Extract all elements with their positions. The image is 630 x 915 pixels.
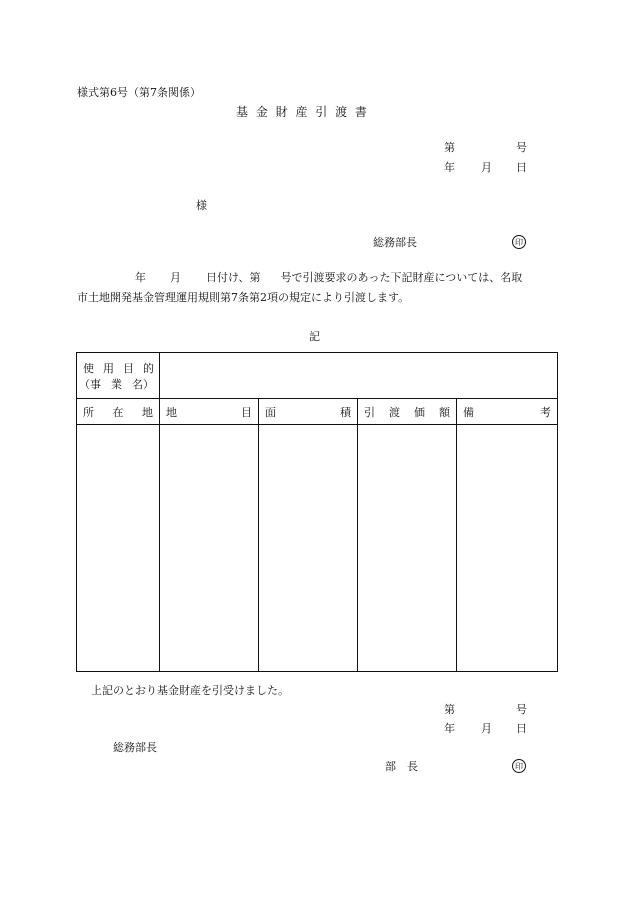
body-year: 年 [135, 271, 146, 284]
header-char: 地 [166, 405, 177, 419]
body-month: 月 [170, 271, 181, 284]
body-line1-tail: 号で引渡要求のあった下記財産については、名取 [280, 271, 523, 284]
header-land-category [160, 399, 259, 425]
ki-heading: 記 [309, 330, 320, 343]
seal-icon: 印 [512, 235, 526, 249]
sender-title: 総務部長 [373, 236, 417, 249]
location-cell[interactable] [77, 425, 160, 672]
receipt-number-prefix: 第 [444, 703, 455, 716]
remarks-cell[interactable] [457, 425, 558, 672]
purpose-label-char: 目 [123, 362, 134, 375]
purpose-label-char: 名） [132, 378, 154, 391]
receipt-month: 月 [481, 722, 492, 735]
issue-year: 年 [444, 161, 455, 174]
header-location [77, 399, 160, 425]
body-date-ref: 日付け、第 [206, 271, 261, 284]
header-char: 額 [439, 405, 450, 419]
purpose-label-char: 用 [103, 362, 114, 375]
header-transfer-price [358, 399, 457, 425]
header-remarks [457, 399, 558, 425]
purpose-label-cell [77, 353, 160, 399]
issue-month: 月 [481, 161, 492, 174]
issue-day: 日 [516, 161, 527, 174]
purpose-value-cell[interactable] [160, 353, 558, 399]
purpose-label-char: 使 [83, 362, 94, 375]
header-char: 面 [265, 405, 276, 419]
receipt-year: 年 [444, 722, 455, 735]
header-char: 備 [463, 405, 474, 419]
addressee-suffix: 様 [196, 199, 207, 212]
receipt-signer-title: 部 長 [385, 760, 418, 773]
header-char: 目 [241, 405, 252, 419]
body-paragraph [77, 268, 553, 308]
issue-number-suffix: 号 [516, 141, 527, 154]
form-label: 様式第6号（第7条関係） [77, 86, 201, 99]
page-title: 基 金 財 産 引 渡 書 [236, 105, 369, 119]
receipt-addressee: 総務部長 [113, 741, 157, 754]
property-table [76, 352, 558, 672]
transfer-price-cell[interactable] [358, 425, 457, 672]
header-char: 考 [540, 405, 551, 419]
header-char: 引 [364, 405, 375, 419]
header-char: 地 [142, 405, 153, 419]
receipt-day: 日 [516, 722, 527, 735]
body-line2: 市土地開発基金管理運用規則第7条第2項の規定により引渡します。 [77, 291, 410, 304]
issue-number-prefix: 第 [444, 141, 455, 154]
header-char: 価 [414, 405, 425, 419]
header-area [259, 399, 358, 425]
receipt-statement: 上記のとおり基金財産を引受けました。 [91, 684, 289, 697]
receipt-seal-icon: 印 [512, 759, 526, 773]
header-char: 在 [112, 405, 124, 419]
area-cell[interactable] [259, 425, 358, 672]
purpose-label-char: 的 [143, 362, 154, 375]
purpose-label-char: 業 [111, 378, 122, 391]
header-char: 積 [340, 405, 351, 419]
receipt-number-suffix: 号 [516, 703, 527, 716]
header-char: 所 [83, 405, 94, 419]
header-char: 渡 [389, 405, 400, 419]
land-category-cell[interactable] [160, 425, 259, 672]
purpose-label-char: （事 [79, 378, 101, 391]
